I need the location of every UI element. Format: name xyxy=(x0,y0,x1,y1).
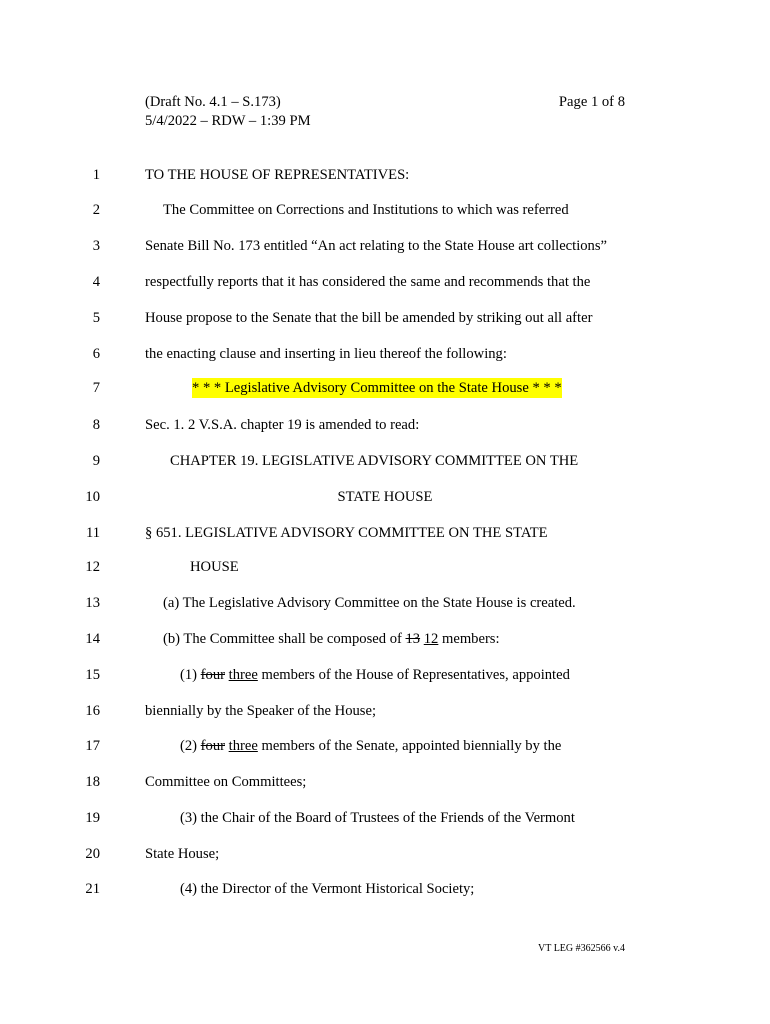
line-number: 16 xyxy=(85,703,100,719)
line-19 xyxy=(0,808,770,828)
line-20 xyxy=(0,844,770,864)
chapter-heading: CHAPTER 19. LEGISLATIVE ADVISORY COMMITTEE ON THE xyxy=(170,453,579,469)
document-footer: VT LEG #362566 v.4 xyxy=(538,943,625,954)
line-number: 7 xyxy=(92,380,100,396)
line-16 xyxy=(0,701,770,721)
line-number: 8 xyxy=(92,417,100,433)
text-segment: (1) xyxy=(180,667,201,683)
struck-text: four xyxy=(200,738,225,754)
line-number: 6 xyxy=(92,346,100,362)
line-15 xyxy=(0,665,770,685)
line-number: 5 xyxy=(92,310,100,326)
line-number: 3 xyxy=(92,238,100,254)
line-text: Sec. 1. 2 V.S.A. chapter 19 is amended to read: xyxy=(145,417,420,433)
draft-header xyxy=(145,93,311,131)
chapter-heading-cont: STATE HOUSE xyxy=(337,489,433,505)
line-1 xyxy=(0,165,770,185)
page-number: Page 1 of 8 xyxy=(558,94,625,110)
line-21 xyxy=(0,879,770,899)
line-text xyxy=(180,665,570,685)
line-text: respectfully reports that it has considered the same and recommends that the xyxy=(145,274,591,290)
line-text: Senate Bill No. 173 entitled “An act relating to the State House art collections” xyxy=(145,238,608,254)
line-7 xyxy=(0,378,770,398)
line-number: 19 xyxy=(85,810,100,826)
line-text xyxy=(163,629,500,649)
inserted-text: 12 xyxy=(423,631,439,647)
line-4 xyxy=(0,272,770,292)
line-text: TO THE HOUSE OF REPRESENTATIVES: xyxy=(145,167,410,183)
line-number: 18 xyxy=(85,774,100,790)
text-segment: members of the Senate, appointed biennially by the xyxy=(257,738,562,754)
line-5 xyxy=(0,308,770,328)
line-number: 21 xyxy=(85,881,100,897)
text-segment: (2) xyxy=(180,738,201,754)
line-number: 17 xyxy=(85,738,100,754)
text-segment: members: xyxy=(438,631,500,647)
line-8 xyxy=(0,415,770,435)
text-segment: members of the House of Representatives, appointed xyxy=(257,667,570,683)
line-text: biennially by the Speaker of the House; xyxy=(145,703,377,719)
line-number: 1 xyxy=(92,167,100,183)
line-number: 12 xyxy=(85,559,100,575)
line-11 xyxy=(0,523,770,543)
highlighted-heading: * * * Legislative Advisory Committee on the State House * * * xyxy=(192,380,562,396)
text-segment: (b) The Committee shall be composed of xyxy=(163,631,406,647)
section-heading-cont: HOUSE xyxy=(190,559,239,575)
line-number: 4 xyxy=(92,274,100,290)
inserted-text: three xyxy=(228,738,258,754)
line-6 xyxy=(0,344,770,364)
line-text: (a) The Legislative Advisory Committee on the State House is created. xyxy=(163,595,576,611)
line-text: Committee on Committees; xyxy=(145,774,307,790)
line-9 xyxy=(0,451,770,471)
line-number: 14 xyxy=(85,631,100,647)
draft-number: (Draft No. 4.1 – S.173) xyxy=(145,94,281,110)
line-number: 9 xyxy=(92,453,100,469)
line-text: the enacting clause and inserting in lieu thereof the following: xyxy=(145,346,507,362)
line-10 xyxy=(0,487,770,507)
draft-timestamp: 5/4/2022 – RDW – 1:39 PM xyxy=(145,113,311,129)
inserted-text: three xyxy=(228,667,258,683)
line-3 xyxy=(0,236,770,256)
line-2 xyxy=(0,200,770,220)
line-number: 11 xyxy=(85,525,100,541)
line-text xyxy=(180,736,561,756)
line-text: State House; xyxy=(145,846,220,862)
line-text: The Committee on Corrections and Institutions to which was referred xyxy=(163,202,569,218)
line-18 xyxy=(0,772,770,792)
struck-text: 13 xyxy=(405,631,421,647)
section-heading: § 651. LEGISLATIVE ADVISORY COMMITTEE ON THE STATE xyxy=(145,525,548,541)
line-12 xyxy=(0,557,770,577)
line-13 xyxy=(0,593,770,613)
line-number: 15 xyxy=(85,667,100,683)
line-text: House propose to the Senate that the bill be amended by striking out all after xyxy=(145,310,593,326)
line-number: 20 xyxy=(85,846,100,862)
line-text: (4) the Director of the Vermont Historical Society; xyxy=(180,881,475,897)
line-number: 13 xyxy=(85,595,100,611)
struck-text: four xyxy=(200,667,225,683)
line-17 xyxy=(0,736,770,756)
line-text: (3) the Chair of the Board of Trustees of the Friends of the Vermont xyxy=(180,810,575,826)
line-14 xyxy=(0,629,770,649)
line-number: 2 xyxy=(92,202,100,218)
line-number: 10 xyxy=(85,489,100,505)
